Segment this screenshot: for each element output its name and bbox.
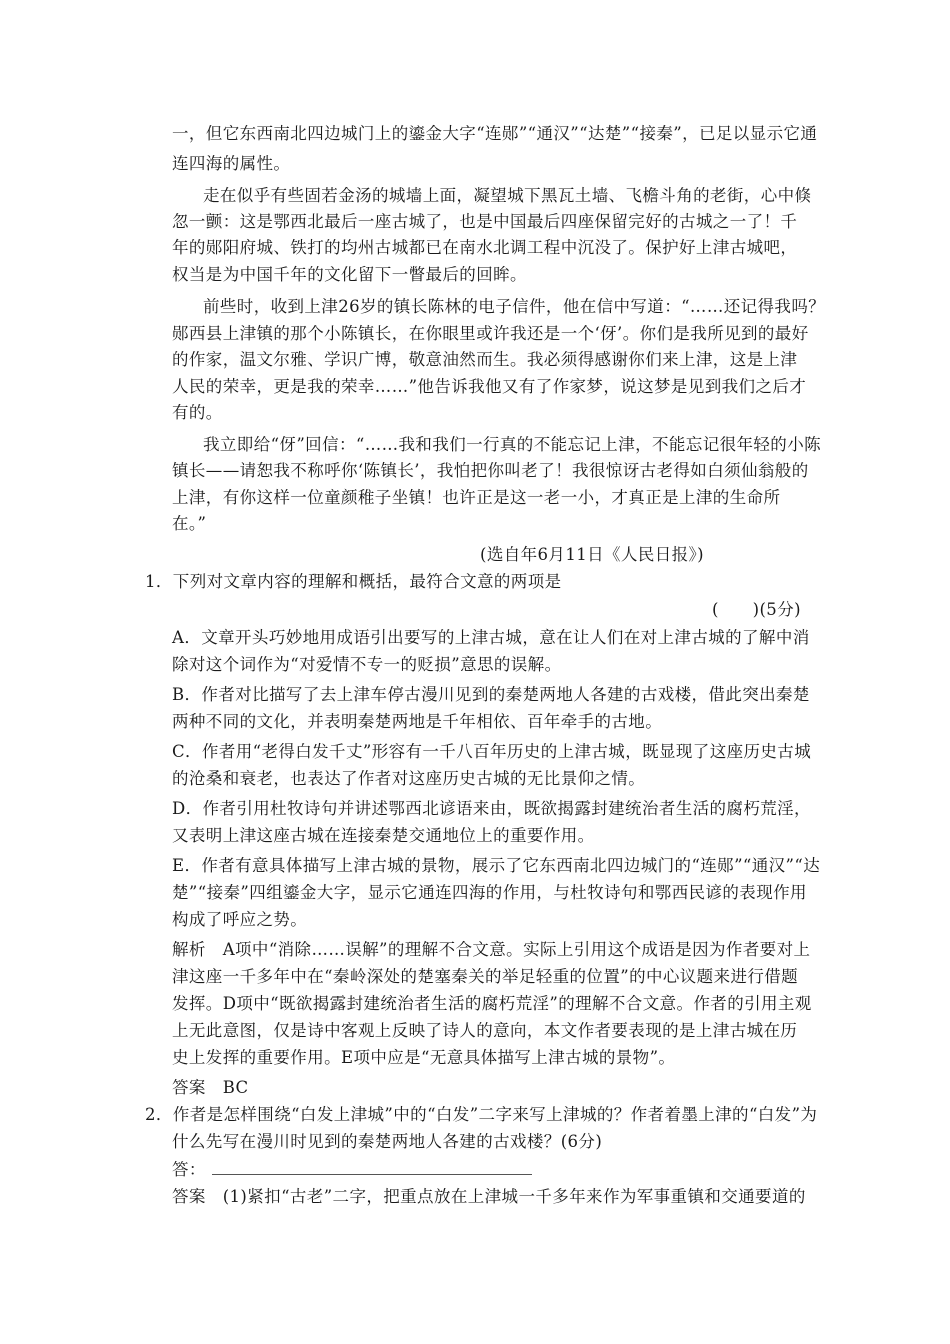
passage-line: 的作家，温文尔雅、学识广博，敬意油然而生。我必须得感谢你们来上津，这是上津 <box>172 350 798 369</box>
option-a: 除对这个词作为“对爱情不专一的贬损”意思的误解。 <box>172 655 562 674</box>
option-a: A．文章开头巧妙地用成语引出要写的上津古城，意在让人们在对上津古城的了解中消 <box>172 628 810 647</box>
answer-text: 答案 BC <box>172 1078 249 1097</box>
question-stem: 1．下列对文章内容的理解和概括，最符合文意的两项是 <box>145 572 562 591</box>
option-b: 两种不同的文化，并表明秦楚两地是千年相依、百年牵手的古地。 <box>172 712 663 731</box>
passage-line: 郧西县上津镇的那个小陈镇长，在你眼里或许我还是一个‘伢’。你们是我所见到的最好 <box>172 324 809 343</box>
passage-line: 镇长——请恕我不称呼你‘陈镇长’，我怕把你叫老了！我很惊讶古老得如白须仙翁般的 <box>172 461 809 480</box>
passage-line: 一，但它东西南北四边城门上的鎏金大字“连郧”“通汉”“达楚”“接秦”，已足以显示它通 <box>172 124 818 143</box>
question-score: ( )(5分) <box>712 600 801 619</box>
passage-line: 忽一颤：这是鄂西北最后一座古城了，也是中国最后四座保留完好的古城之一了！千 <box>172 212 798 231</box>
analysis-text: 上无此意图，仅是诗中客观上反映了诗人的意向，本文作者要表现的是上津古城在历 <box>172 1021 798 1040</box>
passage-line: 在。” <box>172 514 207 533</box>
passage-line: 前些时，收到上津26岁的镇长陈林的电子信件，他在信中写道：“……还记得我吗？ <box>203 297 826 316</box>
option-e: 楚”“接秦”四组鎏金大字，显示它通连四海的作用，与杜牧诗句和鄂西民谚的表现作用 <box>172 883 807 902</box>
passage-line: 我立即给“伢”回信：“……我和我们一行真的不能忘记上津，不能忘记很年轻的小陈 <box>203 435 822 454</box>
passage-line: 走在似乎有些固若金汤的城墙上面，凝望城下黑瓦土墙、飞檐斗角的老街，心中倏 <box>203 186 812 205</box>
analysis-text: 发挥。D项中“既欲揭露封建统治者生活的腐朽荒淫”的理解不合文意。作者的引用主观 <box>172 994 812 1013</box>
answer-field[interactable] <box>172 1156 532 1180</box>
option-d: 又表明上津这座古城在连接秦楚交通地位上的重要作用。 <box>172 826 595 845</box>
option-b: B．作者对比描写了去上津车停古漫川见到的秦楚两地人各建的古戏楼，借此突出秦楚 <box>172 685 810 704</box>
answer-prompt: 答： <box>172 1160 206 1179</box>
option-e: E．作者有意具体描写上津古城的景物，展示了它东西南北四边城门的“连郧”“通汉”“达 <box>172 856 821 875</box>
answer-blank-line[interactable] <box>212 1160 532 1175</box>
option-e: 构成了呼应之势。 <box>172 910 308 929</box>
passage-line: 人民的荣幸，更是我的荣幸……”他告诉我他又有了作家梦，说这梦是见到我们之后才 <box>172 377 807 396</box>
analysis-text: 史上发挥的重要作用。E项中应是“无意具体描写上津古城的景物”。 <box>172 1048 676 1067</box>
passage-line: 权当是为中国千年的文化留下一瞥最后的回眸。 <box>172 265 527 284</box>
passage-line: 有的。 <box>172 403 223 422</box>
option-d: D．作者引用杜牧诗句并讲述鄂西北谚语来由，既欲揭露封建统治者生活的腐朽荒淫， <box>172 799 811 818</box>
analysis-text: 津这座一千多年中在“秦岭深处的楚塞秦关的举足轻重的位置”的中心议题来进行借题 <box>172 967 799 986</box>
passage-line: 上津，有你这样一位童颜稚子坐镇！也许正是这一老一小，才真正是上津的生命所 <box>172 488 781 507</box>
option-c: C．作者用“老得白发千丈”形容有一千八百年历史的上津古城，既显现了这座历史古城 <box>172 742 812 761</box>
option-c: 的沧桑和衰老，也表达了作者对这座历史古城的无比景仰之情。 <box>172 769 646 788</box>
passage-line: 年的郧阳府城、铁打的均州古城都已在南水北调工程中沉没了。保护好上津古城吧， <box>172 238 798 257</box>
question-stem: 什么先写在漫川时见到的秦楚两地人各建的古戏楼？(6分) <box>172 1132 603 1151</box>
source-citation: (选自年6月11日《人民日报》) <box>480 545 705 564</box>
passage-line: 连四海的属性。 <box>172 154 291 173</box>
question-stem: 2．作者是怎样围绕“白发上津城”中的“白发”二字来写上津城的？作者着墨上津的“白发”为 <box>145 1105 818 1124</box>
answer-text: 答案 (1)紧扣“古老”二字，把重点放在上津城一千多年来作为军事重镇和交通要道的 <box>172 1187 806 1206</box>
analysis-text: 解析 A项中“消除……误解”的理解不合文意。实际上引用这个成语是因为作者要对上 <box>172 940 811 959</box>
